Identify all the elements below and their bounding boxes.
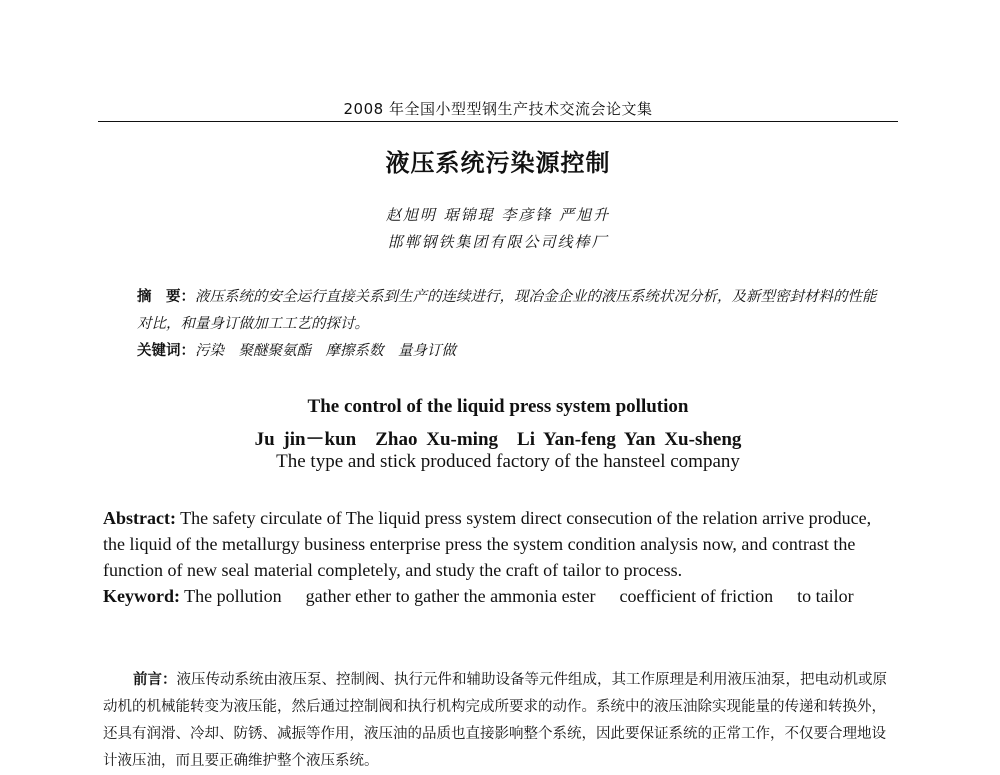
english-authors: Ju jin－kun Zhao Xu-ming Li Yan-feng Yan Xu-sheng bbox=[254, 429, 742, 450]
english-title: The control of the liquid press system pollution bbox=[307, 396, 689, 417]
english-keyword-label: Keyword: bbox=[103, 586, 180, 606]
chinese-abstract-block bbox=[137, 284, 877, 365]
introduction-label: 前言： bbox=[133, 672, 177, 688]
introduction-text: 液压传动系统由液压泵、控制阀、执行元件和辅助设备等元件组成，其工作原理是利用液压油泵，把电动机或原动机的机械能转变为液压能，然后通过控制阀和执行机构完成所要求的动作。系统中的液压油除实现能量的传递和转换外，还具有润滑、冷却、防锈、减振等作用，液压油的品质也直接影响整个系统，因此要保证系统的正常工作，不仅要合理地设计液压油，而且要正确维护整个液压系统。 bbox=[103, 672, 887, 769]
header-divider bbox=[98, 121, 898, 122]
chinese-affiliation: 邯郸钢铁集团有限公司线棒厂 bbox=[387, 233, 609, 251]
introduction bbox=[103, 667, 893, 775]
english-abstract-block bbox=[103, 505, 893, 609]
chinese-abstract-label: 摘 要： bbox=[137, 289, 195, 305]
proceedings-header: 2008 年全国小型型钢生产技术交流会论文集 bbox=[343, 100, 653, 118]
english-keyword-2: gather ether to gather the ammonia ester bbox=[305, 586, 596, 606]
english-keyword-4: to tailor bbox=[797, 586, 854, 606]
introduction-paragraph bbox=[103, 667, 893, 775]
english-keywords bbox=[103, 583, 893, 609]
chinese-abstract bbox=[137, 284, 877, 338]
chinese-authors: 赵旭明 琚锦琨 李彦锋 严旭升 bbox=[385, 206, 611, 224]
english-keyword-3: coefficient of friction bbox=[619, 586, 774, 606]
chinese-abstract-text: 液压系统的安全运行直接关系到生产的连续进行，现冶金企业的液压系统状况分析，及新型密封材料的性能对比，和量身订做加工工艺的探讨。 bbox=[137, 289, 877, 332]
english-abstract-text: The safety circulate of The liquid press system direct consecution of the relation arrive produce, the liquid of the metallurgy business enterprise press the system condition analysis now, and contrast the function of new seal material completely, and study the craft of tailor to process. bbox=[103, 508, 872, 580]
english-keyword-1: The pollution bbox=[184, 586, 282, 606]
chinese-keywords-label: 关键词： bbox=[137, 343, 195, 359]
english-abstract-label: Abstract: bbox=[103, 508, 176, 528]
english-affiliation: The type and stick produced factory of the hansteel company bbox=[276, 451, 740, 472]
chinese-keywords bbox=[137, 338, 877, 365]
english-abstract bbox=[103, 505, 893, 583]
chinese-title: 液压系统污染源控制 bbox=[385, 148, 611, 177]
chinese-keywords-text: 污染 聚醚聚氨酯 摩擦系数 量身订做 bbox=[195, 343, 456, 359]
